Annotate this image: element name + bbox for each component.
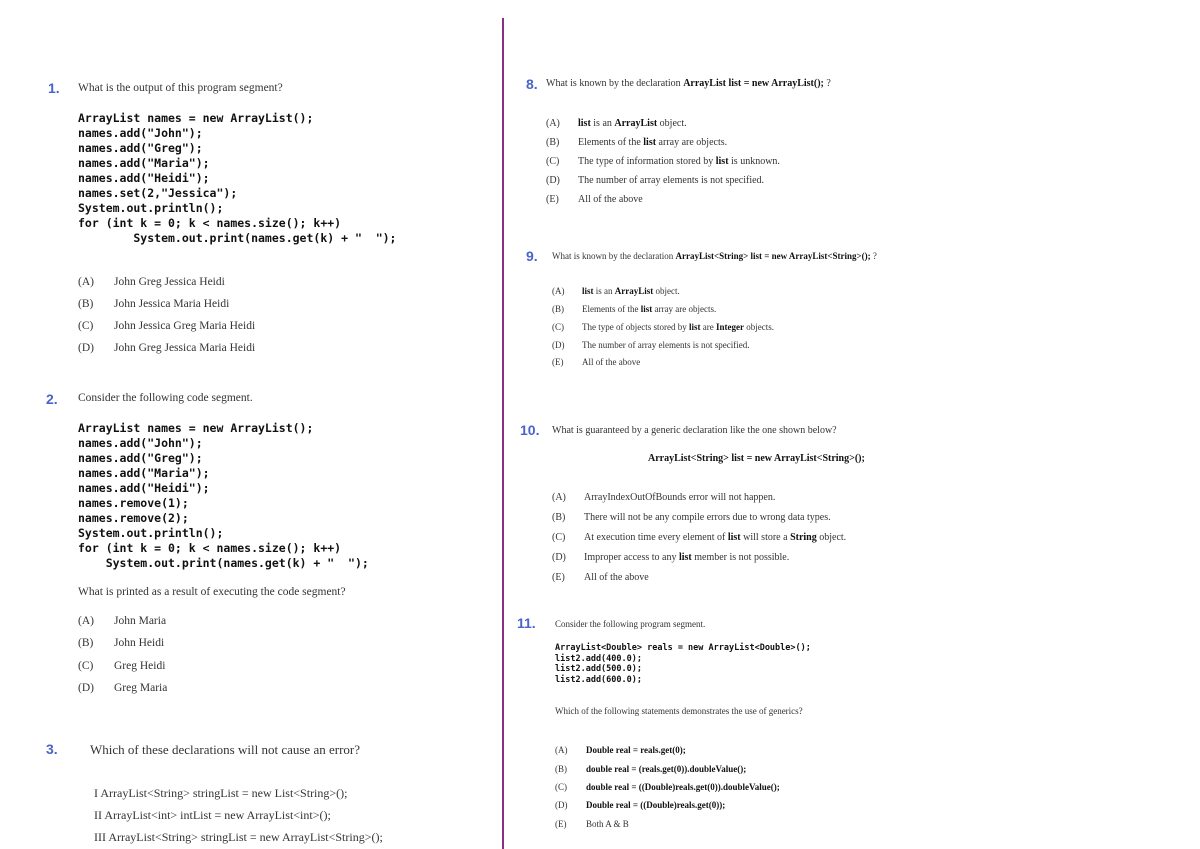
question-number: 3.: [46, 741, 58, 757]
answer-option[interactable]: (B) double real = (reals.get(0)).doubleValue();: [555, 764, 747, 774]
question-number: 1.: [48, 80, 60, 96]
question-prompt: Consider the following code segment.: [78, 392, 253, 404]
question-number: 11.: [517, 615, 536, 631]
answer-option[interactable]: (B) John Jessica Maria Heidi: [78, 298, 230, 310]
question-prompt: What is guaranteed by a generic declaration like the one shown below?: [552, 425, 837, 436]
answer-option[interactable]: (D) The number of array elements is not specified.: [552, 340, 750, 350]
answer-option[interactable]: (E) All of the above: [552, 357, 641, 367]
code-block: ArrayList names = new ArrayList(); names.add("John"); names.add("Greg"); names.add("Maria"); names.add("Heidi"); names.remove(1); names.remove(2); System.out.println(); for (int k = 0; k < names.size(); k++) System.out.print(names.get(k) + " ");: [78, 421, 369, 570]
answer-option[interactable]: (A) ArrayIndexOutOfBounds error will not happen.: [552, 492, 776, 503]
answer-option[interactable]: (A) list is an ArrayList object.: [552, 286, 680, 296]
answer-option[interactable]: (B) John Heidi: [78, 637, 165, 649]
code-block: ArrayList<Double> reals = new ArrayList<Double>(); list2.add(400.0); list2.add(500.0); list2.add(600.0);: [555, 643, 811, 685]
answer-option[interactable]: (C) The type of information stored by list is unknown.: [546, 156, 780, 167]
answer-option[interactable]: (D) John Greg Jessica Maria Heidi: [78, 342, 256, 354]
answer-option[interactable]: (B) Elements of the list array are objects.: [552, 304, 717, 314]
answer-option[interactable]: (C) Greg Heidi: [78, 660, 166, 672]
answer-option[interactable]: (B) Elements of the list array are objects.: [546, 137, 728, 148]
answer-option[interactable]: (A) Double real = reals.get(0);: [555, 745, 686, 755]
question-number: 2.: [46, 391, 58, 407]
generic-declaration: ArrayList<String> list = new ArrayList<String>();: [648, 453, 865, 464]
question-prompt: What is known by the declaration ArrayList list = new ArrayList(); ?: [546, 78, 831, 89]
declaration-option[interactable]: II ArrayList<int> intList = new ArrayList<int>();: [94, 808, 331, 822]
code-block: ArrayList names = new ArrayList(); names.add("John"); names.add("Greg"); names.add("Maria"); names.add("Heidi"); names.set(2,"Jessica"); System.out.println(); for (int k = 0; k < names.size(); k++) System.out.print(names.get(k) + " ");: [78, 111, 397, 245]
answer-option[interactable]: (D) Greg Maria: [78, 682, 168, 694]
answer-option[interactable]: (B) There will not be any compile errors due to wrong data types.: [552, 512, 831, 523]
answer-option[interactable]: (E) Both A & B: [555, 819, 629, 829]
answer-option[interactable]: (C) double real = ((Double)reals.get(0)).doubleValue();: [555, 782, 780, 792]
question-prompt: What is known by the declaration ArrayList<String> list = new ArrayList<String>(); ?: [552, 251, 877, 261]
question-followup: What is printed as a result of executing the code segment?: [78, 586, 346, 598]
answer-option[interactable]: (A) list is an ArrayList object.: [546, 118, 687, 129]
answer-option[interactable]: (D) Improper access to any list member is not possible.: [552, 552, 790, 563]
answer-option[interactable]: (D) Double real = ((Double)reals.get(0));: [555, 800, 726, 810]
column-divider: [502, 18, 504, 849]
answer-option[interactable]: (E) All of the above: [546, 194, 643, 205]
answer-option[interactable]: (E) All of the above: [552, 572, 649, 583]
question-prompt: Which of these declarations will not cause an error?: [90, 742, 360, 757]
answer-option[interactable]: (D) The number of array elements is not specified.: [546, 175, 765, 186]
answer-option[interactable]: (C) John Jessica Greg Maria Heidi: [78, 320, 256, 332]
answer-option[interactable]: (A) John Maria: [78, 615, 167, 627]
question-prompt: Consider the following program segment.: [555, 619, 706, 629]
declaration-option[interactable]: III ArrayList<String> stringList = new ArrayList<String>();: [94, 830, 383, 844]
declaration-option[interactable]: I ArrayList<String> stringList = new List<String>();: [94, 786, 348, 800]
answer-option[interactable]: (C) The type of objects stored by list are Integer objects.: [552, 322, 774, 332]
question-number: 10.: [520, 422, 540, 438]
question-number: 8.: [526, 76, 538, 92]
question-followup: Which of the following statements demonstrates the use of generics?: [555, 706, 803, 716]
question-prompt: What is the output of this program segment?: [78, 82, 283, 94]
question-number: 9.: [526, 248, 538, 264]
answer-option[interactable]: (C) At execution time every element of list will store a String object.: [552, 532, 847, 543]
answer-option[interactable]: (A) John Greg Jessica Heidi: [78, 276, 225, 288]
